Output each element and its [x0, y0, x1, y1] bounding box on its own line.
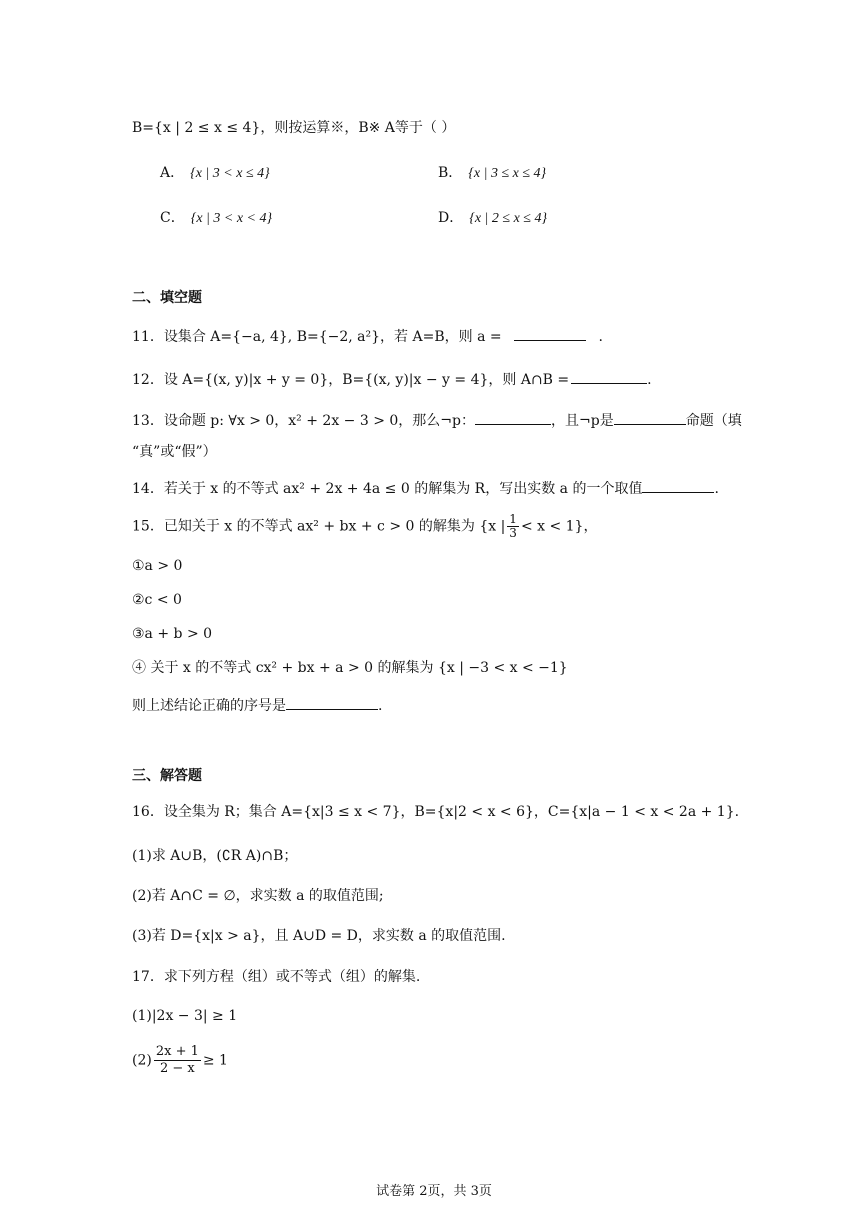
- q16-part-3: (3)若 D={x|x > a}，且 A∪D = D，求实数 a 的取值范围.: [132, 928, 506, 944]
- q11-text: 11．设集合 A={−a, 4}, B={−2, a²}，若 A=B，则 a =: [132, 329, 502, 345]
- q13-line2: “真”或“假”）: [132, 444, 217, 460]
- q13: [132, 408, 742, 431]
- q13-end: 命题（填: [685, 413, 742, 429]
- option-label: B．: [438, 165, 463, 181]
- fraction-denominator: 3: [509, 526, 517, 540]
- q15-conclusion-text: 则上述结论正确的序号是: [132, 698, 286, 714]
- fraction-numerator: 1: [509, 512, 517, 526]
- q10-option-c: [160, 208, 272, 229]
- q15-item-2: ②c < 0: [132, 592, 182, 608]
- q17-part-1: (1)|2x − 3| ≥ 1: [132, 1008, 238, 1024]
- q17-part-2: [132, 1044, 228, 1077]
- option-text: {x | 3 < x < 4}: [190, 211, 273, 226]
- q16-stem: 16．设全集为 R；集合 A={x|3 ≤ x < 7}，B={x|2 < x < 6}，C={x|a − 1 < x < 2a + 1}.: [132, 804, 740, 820]
- q17-stem: 17．求下列方程（组）或不等式（组）的解集.: [132, 969, 421, 985]
- q15-item-1: ①a > 0: [132, 558, 183, 574]
- q15: [132, 513, 597, 540]
- q10-stem: [132, 118, 455, 138]
- q10-option-d: [438, 208, 547, 229]
- answer-blank: [571, 367, 647, 384]
- q15-conclusion-end: .: [378, 698, 383, 714]
- q12-text: 12．设 A={(x, y)|x + y = 0}，B={(x, y)|x − y = 4}，则 A∩B =: [132, 372, 570, 388]
- q12: [132, 367, 652, 390]
- q13-text: 13．设命题 p: ∀x > 0，x² + 2x − 3 > 0，那么¬p：: [132, 413, 475, 429]
- q14-end: .: [714, 481, 719, 497]
- option-label: D．: [438, 210, 464, 226]
- fraction: [154, 1044, 201, 1077]
- q17-part-2-prefix: (2): [132, 1052, 152, 1069]
- q15-conclusion: [132, 693, 382, 716]
- q15-text: 15．已知关于 x 的不等式 ax² + bx + c > 0 的解集为 {x |: [132, 518, 506, 535]
- q15-item-4: ④ 关于 x 的不等式 cx² + bx + a > 0 的解集为 {x | −3 < x < −1}: [132, 660, 568, 676]
- fraction-numerator: 2x + 1: [155, 1044, 199, 1059]
- answer-blank: [286, 693, 378, 710]
- fraction: [507, 513, 519, 540]
- option-label: A．: [160, 165, 185, 181]
- q10-stem-text: B={x | 2 ≤ x ≤ 4}，则按运算※，B※ A等于（ ）: [132, 120, 456, 136]
- answer-blank: [514, 324, 586, 341]
- option-text: {x | 3 ≤ x ≤ 4}: [468, 166, 547, 181]
- q11-end: .: [598, 329, 603, 345]
- option-text: {x | 3 < x ≤ 4}: [190, 166, 270, 181]
- q17-part-2-suffix: ≥ 1: [202, 1052, 228, 1069]
- q10-option-a: [160, 163, 270, 184]
- answer-blank: [614, 408, 686, 425]
- q15-end: < x < 1}，: [520, 518, 598, 535]
- q13-middle: ，且¬p是: [551, 413, 614, 429]
- option-text: {x | 2 ≤ x ≤ 4}: [469, 211, 548, 226]
- fraction-denominator: 2 − x: [159, 1061, 195, 1076]
- q15-item-3: ③a + b > 0: [132, 626, 213, 642]
- q12-end: .: [647, 372, 652, 388]
- page-footer: 试卷第 2页，共 3页: [376, 1184, 492, 1199]
- q14: [132, 476, 719, 499]
- q16-part-2: (2)若 A∩C = ∅，求实数 a 的取值范围;: [132, 888, 384, 904]
- q14-text: 14．若关于 x 的不等式 ax² + 2x + 4a ≤ 0 的解集为 R，写出实数 a 的一个取值: [132, 481, 643, 497]
- section-title-fill-in: 二、填空题: [132, 290, 202, 306]
- q11: [132, 324, 603, 347]
- answer-blank: [475, 408, 551, 425]
- q10-option-b: [438, 163, 546, 184]
- answer-blank: [642, 476, 714, 493]
- section-title-solutions: 三、解答题: [132, 768, 202, 784]
- q16-part-1: (1)求 A∪B，(∁R A)∩B；: [132, 848, 298, 864]
- option-label: C．: [160, 210, 185, 226]
